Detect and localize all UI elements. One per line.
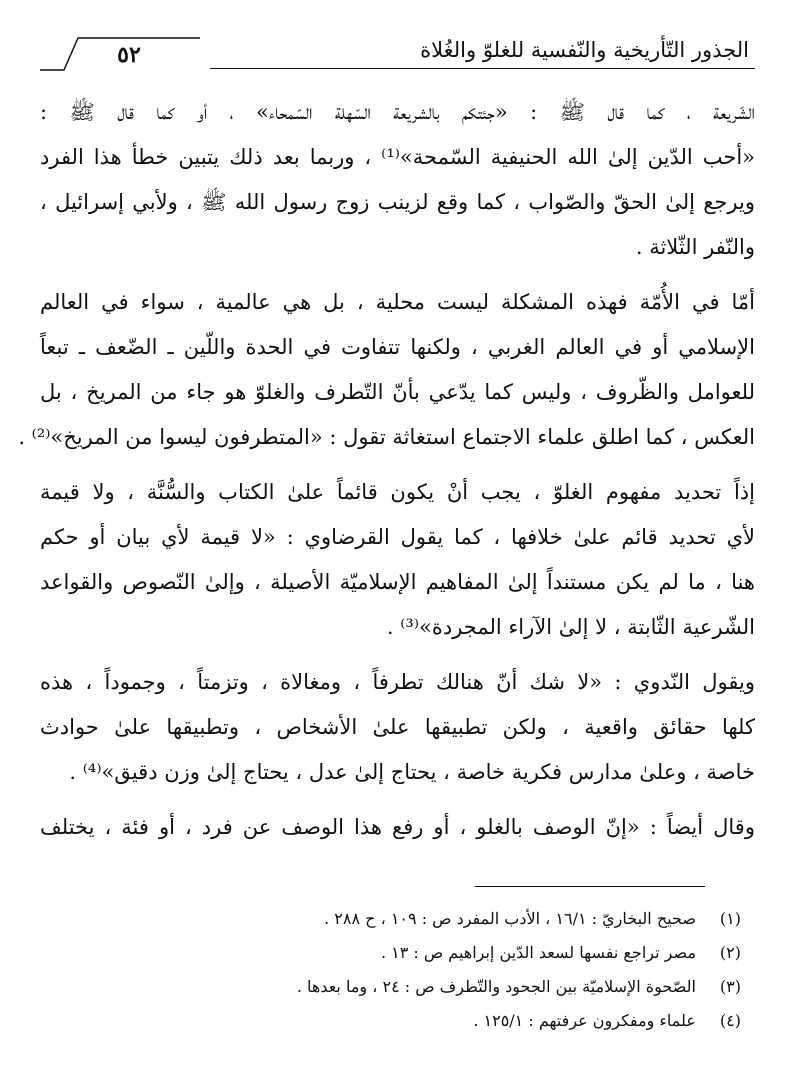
text-line: لأي تحديد قائم علىٰ خلافها ، كما يقول القرضاوي : «لا قيمة لأي بيان أو حكم	[40, 525, 755, 549]
page-number-frame	[40, 20, 210, 78]
text-line: الإسلامي أو في العالم الغربي ، ولكنها تتفاوت في الحدة واللّين ـ الضّعف ـ تبعاً	[40, 335, 755, 359]
text-line: وقال أيضاً : «إنّ الوصف بالغلو ، أو رفع هذا الوصف عن فرد ، أو فئة ، يختلف	[40, 815, 755, 839]
footnote-text: مصر تراجع نفسها لسعد الدّين إبراهيم ص : ١٣ .	[380, 943, 696, 962]
text-line: الشّريعة ، كما قال ﷺ : «جئتكم بالشريعة السّهلة السّمحاء» ، أو كما قال ﷺ :	[40, 100, 755, 124]
text-line: الشّرعية الثّابتة ، لا إلىٰ الآراء المجردة»⁽³⁾ .	[386, 615, 755, 639]
text-line: خاصة ، وعلىٰ مدارس فكرية خاصة ، يحتاج إلىٰ عدل ، يحتاج إلىٰ وزن دقيق»⁽⁴⁾ .	[69, 760, 755, 784]
text-line: ويرجع إلىٰ الحقّ والصّواب ، كما وقع لزينب زوج رسول الله ﷺ ، ولأبي إسرائيل ،	[40, 190, 755, 214]
footnote-number: (٢)	[719, 943, 741, 962]
text-line: ويقول النّدوي : «لا شك أنّ هنالك تطرفاً ، ومغالاة ، وتزمتاً ، وجموداً ، هذه	[40, 670, 755, 694]
footnotes	[41, 902, 741, 1038]
footnote-divider	[475, 886, 705, 887]
footnote-number: (١)	[719, 909, 741, 928]
footnote-text: الصّحوة الإسلاميّة بين الجحود والتّطرف ص : ٢٤ ، وما بعدها .	[296, 977, 696, 996]
text-line: «أحب الدّين إلىٰ الله الحنيفية السّمحة»⁽¹⁾ ، وربما بعد ذلك يتبين خطأ هذا الفرد	[40, 145, 755, 169]
page-number: ٥٢	[117, 42, 141, 68]
footnote	[41, 970, 741, 1004]
footnote-text: صحيح البخاريّ : ١٦/١ ، الأدب المفرد ص : ١٠٩ ، ح ٢٨٨ .	[324, 909, 696, 928]
text-line: العكس ، كما اطلق علماء الاجتماع استغاثة تقول : «المتطرفون ليسوا من المريخ»⁽²⁾ .	[18, 425, 755, 449]
running-header	[40, 20, 755, 78]
text-line: إذاً تحديد مفهوم الغلوّ ، يجب أنْ يكون قائماً علىٰ الكتاب والسُّنَّة ، ولا قيمة	[40, 480, 755, 504]
footnote	[41, 936, 741, 970]
text-line: كلها حقائق واقعية ، ولكن تطبيقها علىٰ الأشخاص ، وتطبيقها علىٰ حوادث	[40, 715, 755, 739]
text-line: هنا ، ما لم يكن مستنداً إلىٰ المفاهيم الإسلاميّة الأصيلة ، وإلىٰ النّصوص والقواعد	[40, 570, 755, 594]
text-line: أمّا في الأُمّة فهذه المشكلة ليست محلية ، بل هي عالمية ، سواء في العالم	[40, 290, 755, 314]
footnote-text: علماء ومفكرون عرفتهم : ١٢٥/١ .	[473, 1011, 696, 1030]
text-line: للعوامل والظّروف ، وليس كما يدّعي بأنّ التّطرف والغلوّ هو جاء من المريخ ، بل	[40, 380, 755, 404]
footnote-number: (٣)	[719, 977, 741, 996]
text-line: والنّفر الثّلاثة .	[635, 235, 755, 259]
header-title: الجذور التّأريخية والنّفسية للغلوّ والغُلاة	[420, 38, 749, 62]
main-text	[18, 90, 755, 850]
footnote	[41, 902, 741, 936]
footnote-number: (٤)	[719, 1011, 741, 1030]
header-divider	[210, 68, 755, 69]
footnote	[41, 1004, 741, 1038]
